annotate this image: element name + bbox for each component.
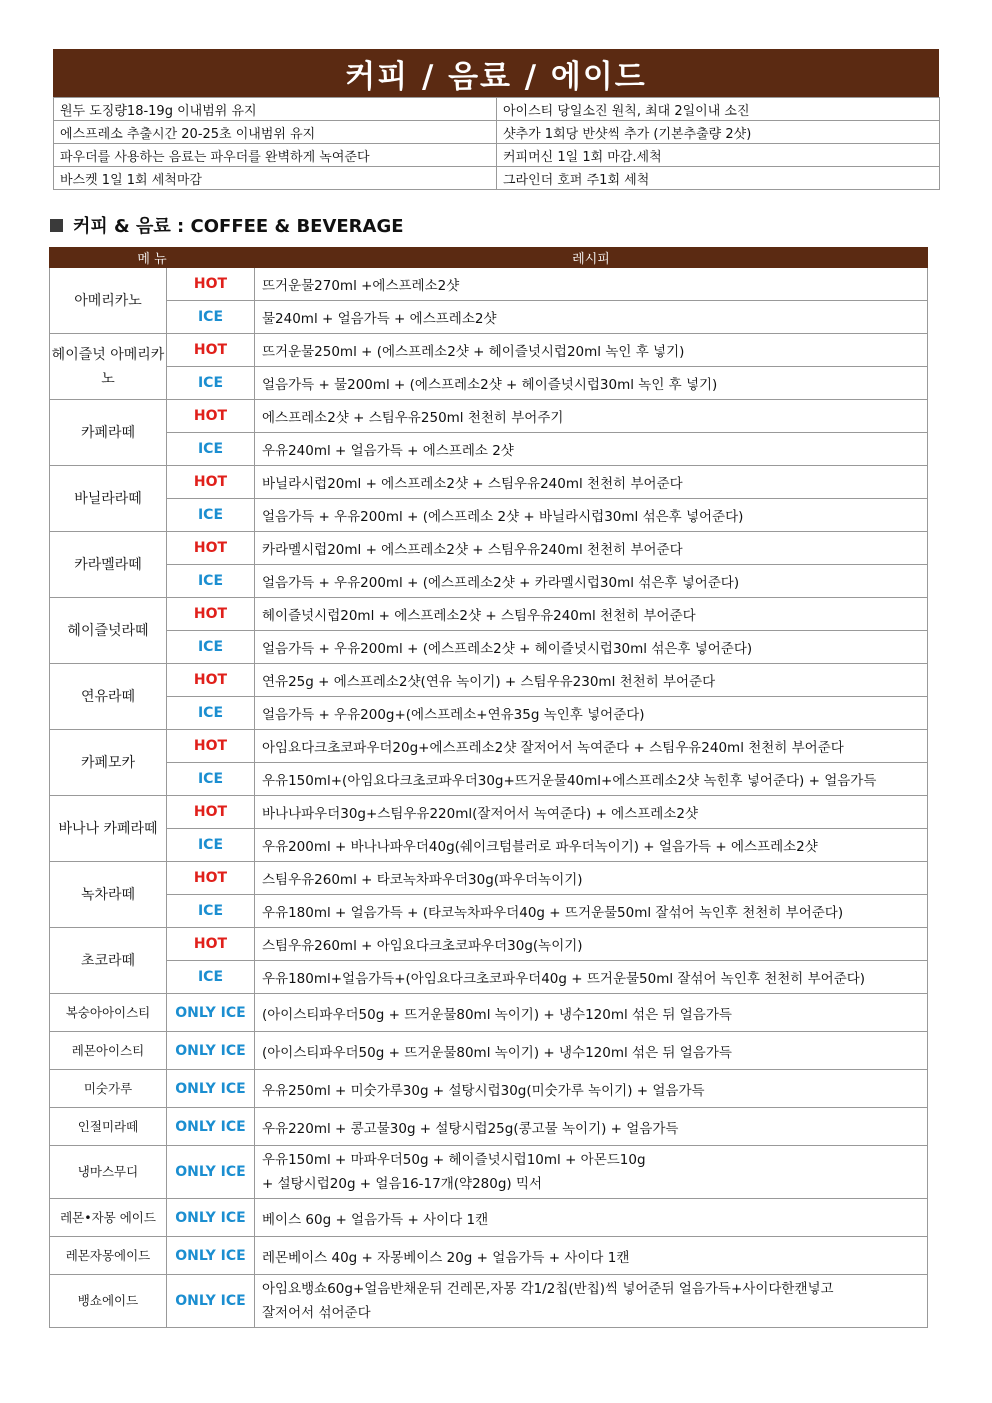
- ice-label: ICE: [167, 829, 255, 862]
- hot-label: HOT: [167, 466, 255, 499]
- rule-cell: 샷추가 1회당 반샷씩 추가 (기본추출량 2샷): [497, 121, 940, 144]
- table-row: [50, 1237, 928, 1275]
- only-ice-label: ONLY ICE: [167, 1146, 255, 1199]
- ice-recipe: 얼음가득 + 우유200ml + (에스프레소 2샷 + 바닐라시럽30ml 섞은후 넣어준다): [255, 499, 928, 532]
- hot-recipe: 뜨거운물270ml +에스프레소2샷: [255, 268, 928, 301]
- menu-name: 카페모카: [50, 730, 167, 796]
- hot-recipe: 아임요다크초코파우더20g+에스프레소2샷 잘저어서 녹여준다 + 스팀우유240ml 천천히 부어준다: [255, 730, 928, 763]
- menu-column-header: 메 뉴: [50, 248, 255, 268]
- menu-name: 미숫가루: [50, 1070, 167, 1108]
- only-ice-label: ONLY ICE: [167, 1032, 255, 1070]
- menu-name: 연유라떼: [50, 664, 167, 730]
- hot-label: HOT: [167, 862, 255, 895]
- rule-cell: 에스프레소 추출시간 20-25초 이내범위 유지: [54, 121, 497, 144]
- ice-recipe: 우유200ml + 바나나파우더40g(쉐이크텀블러로 파우더녹이기) + 얼음가득 + 에스프레소2샷: [255, 829, 928, 862]
- recipe-table-body: [50, 268, 928, 1328]
- rules-row: [54, 144, 940, 167]
- menu-name: 아메리카노: [50, 268, 167, 334]
- hot-label: HOT: [167, 400, 255, 433]
- table-row: [50, 829, 928, 862]
- recipe-line: 아임요뱅쇼60g+얼음반채운뒤 건레몬,자몽 각1/2칩(반칩)씩 넣어준뒤 얼음가득+사이다한캔넣고: [262, 1281, 834, 1297]
- menu-name: 카라멜라떼: [50, 532, 167, 598]
- rules-row: [54, 98, 940, 121]
- hot-label: HOT: [167, 928, 255, 961]
- ice-label: ICE: [167, 367, 255, 400]
- recipe-line: 잘저어서 섞어준다: [262, 1305, 371, 1321]
- table-row: [50, 994, 928, 1032]
- ice-label: ICE: [167, 499, 255, 532]
- only-ice-label: ONLY ICE: [167, 1237, 255, 1275]
- menu-name: 레몬아이스티: [50, 1032, 167, 1070]
- table-header-row: [50, 248, 928, 268]
- recipe-text: (아이스티파우더50g + 뜨거운물80ml 녹이기) + 냉수120ml 섞은 뒤 얼음가득: [255, 1032, 928, 1070]
- only-ice-label: ONLY ICE: [167, 1199, 255, 1237]
- recipe-column-header: 레시피: [255, 248, 928, 268]
- table-row: [50, 334, 928, 367]
- menu-name: 바나나 카페라떼: [50, 796, 167, 862]
- ice-recipe: 물240ml + 얼음가득 + 에스프레소2샷: [255, 301, 928, 334]
- rule-cell: 바스켓 1일 1회 세척마감: [54, 167, 497, 190]
- table-row: [50, 1032, 928, 1070]
- table-row: [50, 268, 928, 301]
- ice-label: ICE: [167, 961, 255, 994]
- table-row: [50, 367, 928, 400]
- ice-recipe: 우유180ml + 얼음가득 + (타코녹차파우더40g + 뜨거운물50ml 잘섞어 녹인후 천천히 부어준다): [255, 895, 928, 928]
- table-row: [50, 400, 928, 433]
- ice-label: ICE: [167, 763, 255, 796]
- ice-label: ICE: [167, 697, 255, 730]
- rules-row: [54, 167, 940, 190]
- ice-label: ICE: [167, 565, 255, 598]
- hot-label: HOT: [167, 598, 255, 631]
- only-ice-label: ONLY ICE: [167, 994, 255, 1032]
- hot-recipe: 에스프레소2샷 + 스팀우유250ml 천천히 부어주기: [255, 400, 928, 433]
- table-row: [50, 796, 928, 829]
- only-ice-label: ONLY ICE: [167, 1070, 255, 1108]
- table-row: [50, 895, 928, 928]
- ice-recipe: 우유150ml+(아임요다크초코파우더30g+뜨거운물40ml+에스프레소2샷 녹힌후 넣어준다) + 얼음가득: [255, 763, 928, 796]
- hot-label: HOT: [167, 268, 255, 301]
- menu-name: 헤이즐넛 아메리카노: [50, 334, 167, 400]
- table-row: [50, 730, 928, 763]
- table-row: [50, 565, 928, 598]
- table-row: [50, 763, 928, 796]
- recipe-text: 베이스 60g + 얼음가득 + 사이다 1캔: [255, 1199, 928, 1237]
- section-title: 커피 & 음료 : COFFEE & BEVERAGE: [73, 216, 404, 237]
- menu-name: 복숭아아이스티: [50, 994, 167, 1032]
- recipe-table: [49, 247, 928, 1328]
- table-row: [50, 928, 928, 961]
- ice-recipe: 얼음가득 + 우유200g+(에스프레소+연유35g 녹인후 넣어준다): [255, 697, 928, 730]
- menu-name: 인절미라떼: [50, 1108, 167, 1146]
- ice-recipe: 우유180ml+얼음가득+(아임요다크초코파우더40g + 뜨거운물50ml 잘섞어 녹인후 천천히 부어준다): [255, 961, 928, 994]
- ice-label: ICE: [167, 433, 255, 466]
- hot-recipe: 스팀우유260ml + 타코녹차파우더30g(파우더녹이기): [255, 862, 928, 895]
- ice-recipe: 얼음가득 + 물200ml + (에스프레소2샷 + 헤이즐넛시럽30ml 녹인 후 넣기): [255, 367, 928, 400]
- rules-table: [53, 97, 940, 190]
- hot-recipe: 뜨거운물250ml + (에스프레소2샷 + 헤이즐넛시럽20ml 녹인 후 넣기): [255, 334, 928, 367]
- recipe-line: + 설탕시럽20g + 얼음16-17개(약280g) 믹서: [262, 1176, 543, 1192]
- section-heading: [50, 212, 404, 238]
- hot-label: HOT: [167, 664, 255, 697]
- hot-label: HOT: [167, 796, 255, 829]
- rules-row: [54, 121, 940, 144]
- square-bullet-icon: [50, 219, 63, 232]
- table-row: [50, 1108, 928, 1146]
- hot-label: HOT: [167, 532, 255, 565]
- hot-recipe: 바닐라시럽20ml + 에스프레소2샷 + 스팀우유240ml 천천히 부어준다: [255, 466, 928, 499]
- only-ice-label: ONLY ICE: [167, 1108, 255, 1146]
- only-ice-label: ONLY ICE: [167, 1275, 255, 1328]
- ice-label: ICE: [167, 895, 255, 928]
- menu-name: 초코라떼: [50, 928, 167, 994]
- recipe-text: (아이스티파우더50g + 뜨거운물80ml 녹이기) + 냉수120ml 섞은 뒤 얼음가득: [255, 994, 928, 1032]
- ice-label: ICE: [167, 301, 255, 334]
- table-row: [50, 697, 928, 730]
- table-row: [50, 631, 928, 664]
- table-row: [50, 301, 928, 334]
- ice-recipe: 얼음가득 + 우유200ml + (에스프레소2샷 + 헤이즐넛시럽30ml 섞은후 넣어준다): [255, 631, 928, 664]
- hot-recipe: 헤이즐넛시럽20ml + 에스프레소2샷 + 스팀우유240ml 천천히 부어준다: [255, 598, 928, 631]
- table-row: [50, 598, 928, 631]
- table-row: [50, 1275, 928, 1328]
- hot-label: HOT: [167, 334, 255, 367]
- menu-name: 카페라떼: [50, 400, 167, 466]
- table-row: [50, 1070, 928, 1108]
- hot-recipe: 바나나파우더30g+스팀우유220ml(잘저어서 녹여준다) + 에스프레소2샷: [255, 796, 928, 829]
- rule-cell: 아이스티 당일소진 원칙, 최대 2일이내 소진: [497, 98, 940, 121]
- recipe-text: 레몬베이스 40g + 자몽베이스 20g + 얼음가득 + 사이다 1캔: [255, 1237, 928, 1275]
- rule-cell: 파우더를 사용하는 음료는 파우더를 완벽하게 녹여준다: [54, 144, 497, 167]
- table-row: [50, 664, 928, 697]
- recipe-text: [255, 1275, 928, 1328]
- rule-cell: 원두 도징량18-19g 이내범위 유지: [54, 98, 497, 121]
- recipe-text: [255, 1146, 928, 1199]
- table-row: [50, 532, 928, 565]
- menu-name: 헤이즐넛라떼: [50, 598, 167, 664]
- hot-label: HOT: [167, 730, 255, 763]
- table-row: [50, 862, 928, 895]
- table-row: [50, 466, 928, 499]
- hot-recipe: 카라멜시럽20ml + 에스프레소2샷 + 스팀우유240ml 천천히 부어준다: [255, 532, 928, 565]
- table-row: [50, 499, 928, 532]
- menu-name: 뱅쇼에이드: [50, 1275, 167, 1328]
- table-row: [50, 961, 928, 994]
- recipe-text: 우유220ml + 콩고물30g + 설탕시럽25g(콩고물 녹이기) + 얼음가득: [255, 1108, 928, 1146]
- menu-name: 레몬•자몽 에이드: [50, 1199, 167, 1237]
- table-row: [50, 1199, 928, 1237]
- recipe-text: 우유250ml + 미숫가루30g + 설탕시럽30g(미숫가루 녹이기) + 얼음가득: [255, 1070, 928, 1108]
- menu-name: 녹차라떼: [50, 862, 167, 928]
- recipe-line: 우유150ml + 마파우더50g + 헤이즐넛시럽10ml + 아몬드10g: [262, 1152, 646, 1168]
- rule-cell: 커피머신 1일 1회 마감.세척: [497, 144, 940, 167]
- menu-name: 바닐라라떼: [50, 466, 167, 532]
- ice-recipe: 얼음가득 + 우유200ml + (에스프레소2샷 + 카라멜시럽30ml 섞은후 넣어준다): [255, 565, 928, 598]
- page-title: 커피 / 음료 / 에이드: [345, 58, 647, 95]
- ice-recipe: 우유240ml + 얼음가득 + 에스프레소 2샷: [255, 433, 928, 466]
- table-row: [50, 433, 928, 466]
- menu-name: 레몬자몽에이드: [50, 1237, 167, 1275]
- table-row: [50, 1146, 928, 1199]
- menu-name: 냉마스무디: [50, 1146, 167, 1199]
- ice-label: ICE: [167, 631, 255, 664]
- page-title-banner: [53, 49, 939, 97]
- hot-recipe: 연유25g + 에스프레소2샷(연유 녹이기) + 스팀우유230ml 천천히 부어준다: [255, 664, 928, 697]
- rule-cell: 그라인더 호퍼 주1회 세척: [497, 167, 940, 190]
- hot-recipe: 스팀우유260ml + 아임요다크초코파우더30g(녹이기): [255, 928, 928, 961]
